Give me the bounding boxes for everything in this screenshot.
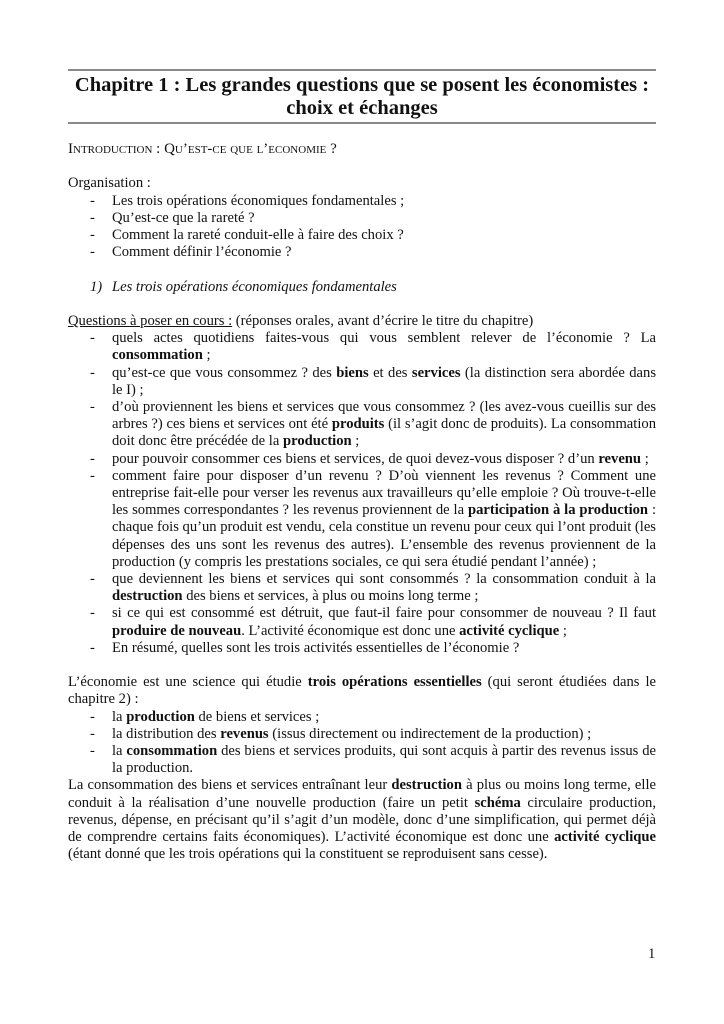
bold-text: revenus xyxy=(220,725,269,742)
bullet-dash: - xyxy=(90,227,95,243)
bullet-dash: - xyxy=(90,467,95,484)
section-heading xyxy=(68,279,656,296)
text-run: L’économie est une science qui étudie xyxy=(68,674,308,691)
bold-text: produits xyxy=(331,416,385,433)
text-run: quels actes quotidiens faites-vous qui vous semblent relever de l’économie ? La xyxy=(112,330,656,347)
chapter-title-line-1: Chapitre 1 : Les grandes questions que se posent les économistes : xyxy=(74,74,650,96)
bullet-dash: - xyxy=(90,192,95,209)
text-run: (réponses orales, avant d’écrire le titre du chapitre) xyxy=(232,312,534,329)
bold-text: activité cyclique xyxy=(459,622,560,639)
list-item xyxy=(68,726,656,743)
list-item xyxy=(68,605,656,639)
text-run: à plus ou moins long terme, elle conduit à la réalisation d’une nouvelle production (faire un petit xyxy=(68,777,656,811)
text-run: La consommation des biens et services entraînant leur xyxy=(68,777,392,794)
bullet-dash: - xyxy=(90,639,95,656)
text-run: En résumé, quelles sont les trois activités essentielles de l’économie ? xyxy=(112,639,520,656)
bold-text: biens xyxy=(336,364,369,381)
blank-line xyxy=(68,296,656,313)
text-run: Qu’est-ce que la rareté ? xyxy=(112,209,255,226)
bold-text: consommation xyxy=(112,347,203,364)
bold-text: production xyxy=(282,433,352,450)
list-item xyxy=(68,468,656,571)
chapter-title-line-2: choix et échanges xyxy=(286,96,438,119)
bullet-dash: - xyxy=(90,725,95,742)
blank-line xyxy=(68,261,656,278)
text-run: . L’activité économique est donc une xyxy=(241,622,460,639)
text-run: que deviennent les biens et services qui sont consommés ? la consommation conduit à la xyxy=(112,571,656,588)
underlined-text: Questions à poser en cours : xyxy=(68,312,233,329)
bold-text: revenu xyxy=(598,450,642,467)
paragraph xyxy=(68,313,656,330)
bullet-dash: - xyxy=(90,244,95,261)
document-page xyxy=(68,69,656,863)
text-run: Comment définir l’économie ? xyxy=(112,244,292,261)
bullet-dash: - xyxy=(90,209,95,226)
text-run: si ce qui est consommé est détruit, que faut-il faire pour consommer de nouveau ? Il faut xyxy=(112,605,656,622)
paragraph xyxy=(68,777,656,863)
text-run: des biens et services, à plus ou moins long terme ; xyxy=(182,588,479,605)
text-run: qu’est-ce que vous consommez ? des xyxy=(112,364,337,381)
bold-text: trois opérations essentielles xyxy=(307,674,482,691)
text-run: (il s’agit donc de produits). La consommation doit donc être précédée de la xyxy=(112,416,656,450)
list-item xyxy=(68,709,656,726)
text-run: comment faire pour disposer d’un revenu ? D’où viennent les revenus ? Comment une entreprise fait-elle pour verser les revenus aux travailleurs qu’elle emploie ? Où trouve-t-elle les sommes correspondantes ? les revenus proviennent de la xyxy=(112,467,656,519)
chapter-title xyxy=(68,71,656,122)
bold-text: destruction xyxy=(391,777,462,794)
bold-text: schéma xyxy=(474,794,521,811)
list-item xyxy=(68,330,656,364)
list-item xyxy=(68,399,656,451)
text-run: de biens et services ; xyxy=(194,708,320,725)
list-item xyxy=(68,227,656,244)
text-run: : chaque fois qu’un produit est vendu, cela constitue un revenu pour ceux qui l’ont produit (les dépenses des uns sont les revenus des autres). L’ensemble des revenus proviennent de la production (y compris les prestations sociales, ce qui sera étudié pendant l’année) ; xyxy=(112,502,657,570)
introduction-heading: Introduction : Qu’est-ce que l’economie ? xyxy=(68,141,337,157)
text-run: ; xyxy=(559,622,567,639)
list-item xyxy=(68,571,656,605)
bullet-dash: - xyxy=(90,708,95,725)
text-run: ; xyxy=(351,433,360,450)
text-run: circulaire production, revenus, dépense, en précisant qu’il s’agit d’un modèle, donc d’une simplification, qui permet déjà de comprendre certains faits économiques). L’activité économique est donc une xyxy=(68,794,656,846)
text-run: la xyxy=(112,708,127,725)
bold-text: participation à la production xyxy=(467,502,649,519)
text-run: et des xyxy=(368,364,412,381)
bullet-dash: - xyxy=(90,330,95,347)
text-run: la xyxy=(112,743,127,760)
bold-text: services xyxy=(411,364,461,381)
text-run: Les trois opérations économiques fondamentales ; xyxy=(112,192,405,209)
bullet-dash: - xyxy=(90,364,95,381)
paragraph xyxy=(68,175,656,192)
text-run: la distribution des xyxy=(112,725,221,742)
title-bottom-rule xyxy=(68,122,656,124)
page-number: 1 xyxy=(648,946,656,962)
bold-text: consommation xyxy=(126,743,218,760)
bullet-dash: - xyxy=(90,743,95,760)
text-run: Organisation : xyxy=(68,175,151,192)
bold-text: destruction xyxy=(112,588,183,605)
list-item xyxy=(68,193,656,210)
list-item xyxy=(68,210,656,227)
text-run: (qui seront étudiées dans le chapitre 2) : xyxy=(68,674,656,708)
bullet-dash: - xyxy=(90,450,95,467)
document-body xyxy=(68,158,656,863)
section-number: 1) xyxy=(90,278,103,295)
bullet-dash: - xyxy=(90,571,95,588)
list-item xyxy=(68,640,656,657)
paragraph xyxy=(68,674,656,708)
bold-text: activité cyclique xyxy=(554,829,656,846)
text-run: (étant donné que les trois opérations qui la constituent se reproduisent sans cesse). xyxy=(68,846,548,863)
text-run: ; xyxy=(641,450,649,467)
blank-line xyxy=(68,158,656,175)
list-item xyxy=(68,451,656,468)
list-item xyxy=(68,365,656,399)
bold-text: production xyxy=(126,708,195,725)
text-run: Les trois opérations économiques fondamentales xyxy=(112,278,397,295)
list-item xyxy=(68,743,656,777)
blank-line xyxy=(68,657,656,674)
text-run: Comment la rareté conduit-elle à faire des choix ? xyxy=(112,227,404,243)
text-run: des biens et services produits, qui sont acquis à partir des revenus issus de la production. xyxy=(112,743,656,777)
list-item xyxy=(68,244,656,261)
bullet-dash: - xyxy=(90,605,95,622)
text-run: d’où proviennent les biens et services que vous consommez ? (les avez-vous cueillis sur des arbres ?) ces biens et services ont été xyxy=(112,399,656,433)
bold-text: produire de nouveau xyxy=(112,622,242,639)
text-run: ; xyxy=(202,347,211,364)
bullet-dash: - xyxy=(90,399,95,415)
text-run: (issus directement ou indirectement de la production) ; xyxy=(268,725,592,742)
text-run: (la distinction sera abordée dans le I) ; xyxy=(112,364,656,398)
text-run: pour pouvoir consommer ces biens et services, de quoi devez-vous disposer ? d’un xyxy=(112,450,599,467)
